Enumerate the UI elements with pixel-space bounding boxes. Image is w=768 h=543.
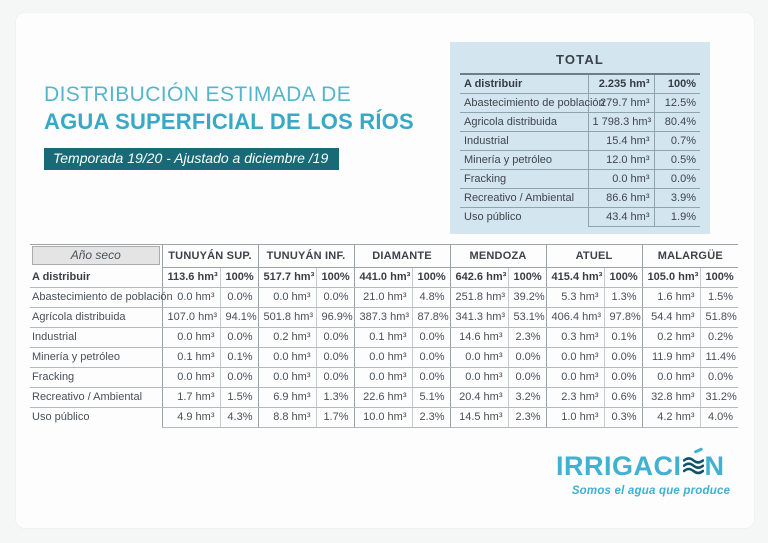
volume-cell: 8.8 hm³ [258,407,316,427]
percent-cell: 53.1% [508,307,546,327]
river-column-header: MENDOZA [450,245,546,268]
volume-cell: 0.0 hm³ [258,287,316,307]
volume-cell: 642.6 hm³ [450,267,508,287]
row-label: Fracking [30,367,162,387]
percent-cell: 94.1% [220,307,258,327]
percent-cell: 0.0% [508,367,546,387]
percent-cell: 1.3% [604,287,642,307]
volume-cell: 517.7 hm³ [258,267,316,287]
main-table-body [30,267,738,427]
percent-cell: 97.8% [604,307,642,327]
total-table-row [460,94,700,113]
total-row-value: 15.4 hm³ [588,132,654,151]
percent-cell: 4.8% [412,287,450,307]
main-table-row [30,387,738,407]
percent-cell: 0.1% [604,327,642,347]
volume-cell: 387.3 hm³ [354,307,412,327]
percent-cell: 100% [412,267,450,287]
percent-cell: 39.2% [508,287,546,307]
row-label: Abastecimiento de población [30,287,162,307]
volume-cell: 341.3 hm³ [450,307,508,327]
percent-cell: 0.3% [604,407,642,427]
total-summary-table [450,42,710,234]
main-table-row [30,367,738,387]
volume-cell: 0.0 hm³ [546,367,604,387]
total-row-percent: 80.4% [654,113,700,132]
river-column-header: TUNUYÁN SUP. [162,245,258,268]
percent-cell: 4.0% [700,407,738,427]
main-table-header-row [30,245,738,268]
percent-cell: 0.0% [220,327,258,347]
total-row-value: 1 798.3 hm³ [588,113,654,132]
volume-cell: 21.0 hm³ [354,287,412,307]
percent-cell: 1.7% [316,407,354,427]
volume-cell: 6.9 hm³ [258,387,316,407]
volume-cell: 0.0 hm³ [162,287,220,307]
percent-cell: 4.3% [220,407,258,427]
percent-cell: 100% [604,267,642,287]
percent-cell: 0.0% [316,367,354,387]
volume-cell: 0.0 hm³ [450,347,508,367]
main-table-row [30,307,738,327]
total-row-percent: 100% [654,75,700,94]
page-title-line1: DISTRIBUCIÓN ESTIMADA DE [44,83,352,106]
volume-cell: 1.0 hm³ [546,407,604,427]
volume-cell: 0.2 hm³ [642,327,700,347]
percent-cell: 1.3% [316,387,354,407]
total-row-value: 86.6 hm³ [588,189,654,208]
scenario-label: Año seco [32,246,160,265]
row-label: Industrial [30,327,162,347]
percent-cell: 51.8% [700,307,738,327]
percent-cell: 0.6% [604,387,642,407]
volume-cell: 0.2 hm³ [258,327,316,347]
total-table-row [460,170,700,189]
percent-cell: 11.4% [700,347,738,367]
row-label: Recreativo / Ambiental [30,387,162,407]
percent-cell: 0.0% [316,287,354,307]
percent-cell: 100% [220,267,258,287]
percent-cell: 87.8% [412,307,450,327]
irrigacion-logo [556,451,746,497]
total-row-value: 43.4 hm³ [588,208,654,227]
volume-cell: 4.2 hm³ [642,407,700,427]
season-banner: Temporada 19/20 - Ajustado a diciembre /19 [44,148,339,170]
percent-cell: 0.0% [412,367,450,387]
total-row-label: A distribuir [460,75,588,94]
total-table [460,75,700,227]
volume-cell: 10.0 hm³ [354,407,412,427]
volume-cell: 441.0 hm³ [354,267,412,287]
total-row-percent: 0.7% [654,132,700,151]
percent-cell: 2.3% [508,327,546,347]
volume-cell: 20.4 hm³ [450,387,508,407]
total-table-row [460,151,700,170]
volume-cell: 14.5 hm³ [450,407,508,427]
title-block [44,82,414,170]
volume-cell: 14.6 hm³ [450,327,508,347]
percent-cell: 0.0% [316,327,354,347]
total-row-percent: 1.9% [654,208,700,227]
total-row-label: Abastecimiento de población [460,94,588,113]
percent-cell: 3.2% [508,387,546,407]
main-table-row [30,327,738,347]
total-row-label: Agricola distribuida [460,113,588,132]
percent-cell: 1.5% [220,387,258,407]
percent-cell: 1.5% [700,287,738,307]
logo-wordmark [556,451,746,482]
percent-cell: 2.3% [412,407,450,427]
total-table-row [460,189,700,208]
volume-cell: 0.1 hm³ [354,327,412,347]
total-row-label: Minería y petróleo [460,151,588,170]
river-column-header: ATUEL [546,245,642,268]
row-label: Minería y petróleo [30,347,162,367]
percent-cell: 0.2% [700,327,738,347]
volume-cell: 5.3 hm³ [546,287,604,307]
total-row-percent: 0.0% [654,170,700,189]
scenario-header-cell [30,245,162,268]
volume-cell: 1.7 hm³ [162,387,220,407]
main-table-head [30,245,738,268]
row-label: A distribuir [30,267,162,287]
total-table-body [460,75,700,227]
volume-cell: 0.0 hm³ [258,347,316,367]
total-row-value: 12.0 hm³ [588,151,654,170]
percent-cell: 100% [316,267,354,287]
volume-cell: 0.0 hm³ [546,347,604,367]
main-table-row [30,287,738,307]
total-table-title: TOTAL [460,49,700,75]
total-row-percent: 12.5% [654,94,700,113]
percent-cell: 0.0% [220,287,258,307]
volume-cell: 11.9 hm³ [642,347,700,367]
logo-tagline: Somos el agua que produce [571,485,731,497]
main-table-row [30,347,738,367]
volume-cell: 0.0 hm³ [258,367,316,387]
percent-cell: 2.3% [508,407,546,427]
volume-cell: 0.0 hm³ [450,367,508,387]
logo-text-left: IRRIGACI [556,451,682,481]
total-table-row [460,113,700,132]
total-row-value: 279.7 hm³ [588,94,654,113]
river-column-header: TUNUYÁN INF. [258,245,354,268]
volume-cell: 415.4 hm³ [546,267,604,287]
percent-cell: 0.0% [316,347,354,367]
percent-cell: 0.0% [220,367,258,387]
page-title-line2: AGUA SUPERFICIAL DE LOS RÍOS [44,109,414,134]
row-label: Agrícola distribuida [30,307,162,327]
volume-cell: 501.8 hm³ [258,307,316,327]
main-table-row [30,407,738,427]
volume-cell: 105.0 hm³ [642,267,700,287]
percent-cell: 96.9% [316,307,354,327]
volume-cell: 0.1 hm³ [162,347,220,367]
volume-cell: 2.3 hm³ [546,387,604,407]
percent-cell: 0.0% [412,347,450,367]
main-table-row [30,267,738,287]
volume-cell: 0.0 hm³ [354,367,412,387]
total-row-value: 0.0 hm³ [588,170,654,189]
logo-text-right: N [704,451,725,481]
volume-cell: 32.8 hm³ [642,387,700,407]
percent-cell: 31.2% [700,387,738,407]
percent-cell: 0.0% [604,367,642,387]
logo-o-waves-icon [683,456,704,475]
total-table-row [460,132,700,151]
volume-cell: 251.8 hm³ [450,287,508,307]
volume-cell: 4.9 hm³ [162,407,220,427]
percent-cell: 0.0% [700,367,738,387]
percent-cell: 0.0% [412,327,450,347]
total-table-row [460,208,700,227]
volume-cell: 22.6 hm³ [354,387,412,407]
volume-cell: 0.3 hm³ [546,327,604,347]
river-column-header: MALARGÜE [642,245,738,268]
volume-cell: 0.0 hm³ [642,367,700,387]
total-row-value: 2.235 hm³ [588,75,654,94]
volume-cell: 113.6 hm³ [162,267,220,287]
total-row-label: Industrial [460,132,588,151]
volume-cell: 0.0 hm³ [354,347,412,367]
volume-cell: 107.0 hm³ [162,307,220,327]
total-row-label: Fracking [460,170,588,189]
percent-cell: 100% [700,267,738,287]
volume-cell: 0.0 hm³ [162,327,220,347]
percent-cell: 100% [508,267,546,287]
total-row-percent: 0.5% [654,151,700,170]
row-label: Uso público [32,411,90,424]
total-row-label: Uso público [464,211,522,224]
percent-cell: 0.0% [604,347,642,367]
total-row-percent: 3.9% [654,189,700,208]
percent-cell: 0.1% [220,347,258,367]
volume-cell: 54.4 hm³ [642,307,700,327]
rivers-distribution-table [30,244,738,428]
percent-cell: 0.0% [508,347,546,367]
volume-cell: 1.6 hm³ [642,287,700,307]
river-column-header: DIAMANTE [354,245,450,268]
volume-cell: 0.0 hm³ [162,367,220,387]
total-table-row [460,75,700,94]
percent-cell: 5.1% [412,387,450,407]
volume-cell: 406.4 hm³ [546,307,604,327]
total-row-label: Recreativo / Ambiental [460,189,588,208]
